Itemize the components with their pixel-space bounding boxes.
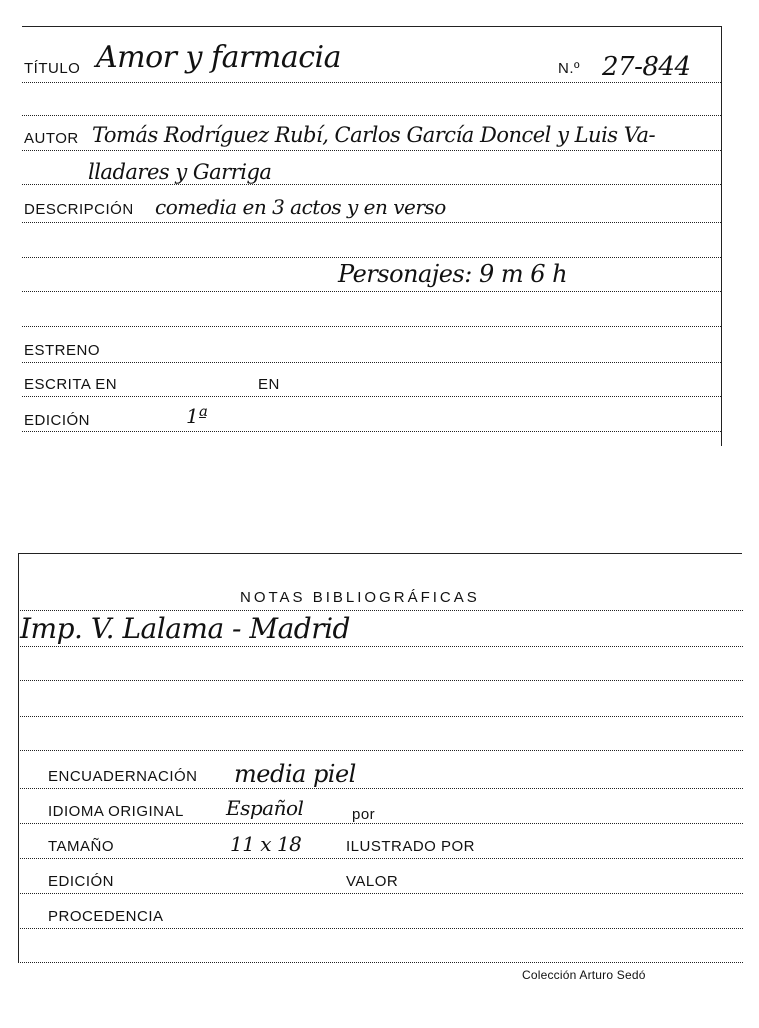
edicion-label: EDICIÓN: [24, 412, 91, 429]
rule: [20, 716, 743, 717]
card-top-border: [18, 553, 742, 554]
descripcion-label: DESCRIPCIÓN: [24, 201, 134, 218]
rule: [20, 823, 743, 824]
ilustrado-label: ILUSTRADO POR: [346, 838, 476, 855]
notas-heading: NOTAS BIBLIOGRÁFICAS: [240, 589, 480, 606]
edicion-value: 1ª: [186, 404, 208, 428]
autor-label: AUTOR: [24, 130, 79, 147]
rule: [20, 788, 743, 789]
encuadernacion-label: ENCUADERNACIÓN: [48, 768, 198, 785]
rule: [20, 928, 743, 929]
numero-label: N.º: [558, 60, 580, 77]
card-left-border: [18, 553, 19, 963]
edicion2-label: EDICIÓN: [48, 873, 115, 890]
por-label: por: [352, 806, 376, 823]
procedencia-label: PROCEDENCIA: [48, 908, 164, 925]
numero-value: 27-844: [602, 52, 691, 82]
titulo-label: TÍTULO: [24, 60, 81, 77]
personajes-value: Personajes: 9 m 6 h: [338, 260, 568, 288]
valor-label: VALOR: [346, 873, 399, 890]
descripcion-value: comedia en 3 actos y en verso: [155, 195, 446, 219]
rule: [20, 610, 743, 611]
rule: [20, 893, 743, 894]
rule: [20, 646, 743, 647]
idioma-label: IDIOMA ORIGINAL: [48, 803, 184, 820]
escrita-en-label: ESCRITA EN: [24, 376, 118, 393]
tamano-value: 11 x 18: [230, 832, 302, 856]
titulo-value: Amor y farmacia: [96, 40, 341, 75]
rule: [20, 858, 743, 859]
estreno-label: ESTRENO: [24, 342, 101, 359]
tamano-label: TAMAÑO: [48, 838, 115, 855]
idioma-value: Español: [226, 796, 304, 820]
coleccion-label: Colección Arturo Sedó: [522, 968, 646, 982]
autor-value-line2: lladares y Garriga: [88, 160, 272, 184]
autor-value-line1: Tomás Rodríguez Rubí, Carlos García Doncel y Luis Va-: [92, 123, 656, 147]
notas-value: Imp. V. Lalama - Madrid: [20, 612, 350, 645]
en-label: EN: [258, 376, 280, 393]
encuadernacion-value: media piel: [234, 760, 356, 788]
rule: [20, 680, 743, 681]
rule: [20, 750, 743, 751]
rule: [20, 962, 743, 963]
